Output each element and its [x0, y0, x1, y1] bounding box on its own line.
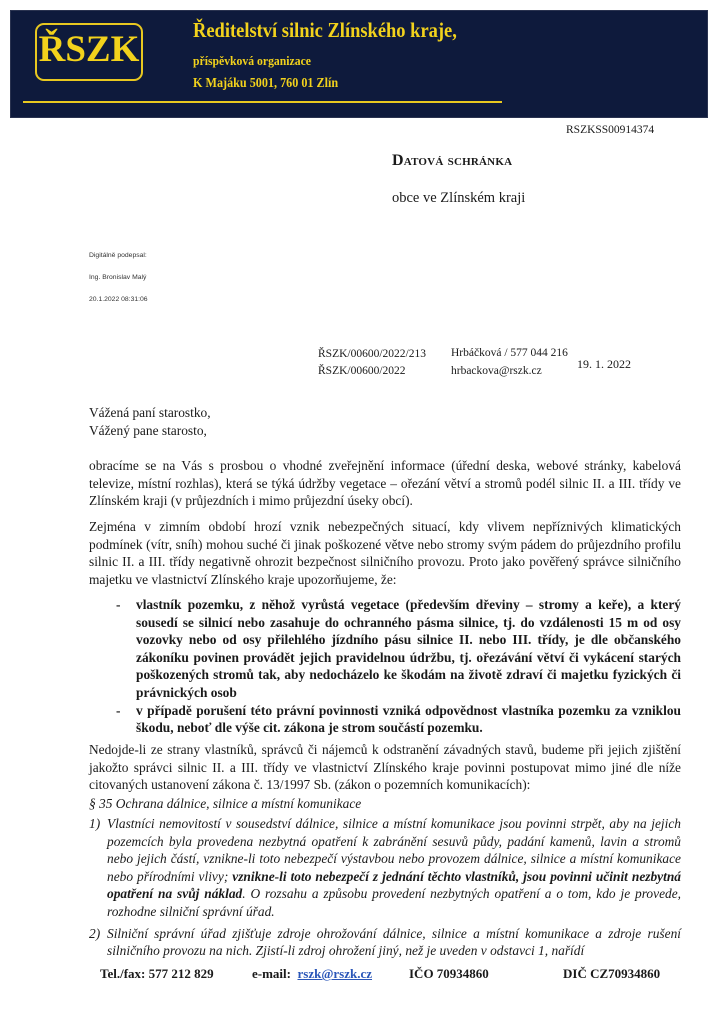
- warning-item: [116, 702, 681, 737]
- footer-phone: Tel./fax: 577 212 829: [100, 966, 214, 981]
- warning-item-text: v případě porušení této právní povinnosti vzniká odpovědnost vlastníka pozemku za vzniklou škodu, neboť dle výše cit. zákona je strom součástí pozemku.: [136, 702, 681, 736]
- footer-email-label: e-mail:: [252, 966, 291, 981]
- footer-ico: IČO 70934860: [409, 966, 489, 981]
- document-id: RSZKSS00914374: [566, 124, 655, 136]
- letter-date: 19. 1. 2022: [577, 357, 631, 371]
- law-text: Vlastníci nemovitostí v sousedství dálnice, silnice a místní komunikace jsou povinni strpět, aby na jejich pozemcích byla provedena nezbytná opatření k zabránění sesuvů půdy, padání kamenů, lavin a stromů nebo jejich částí, vznikne-li toto nebezpečí výstavbou nebo provozem dálnice, silnice a místní komunikace nebo přírodními vlivy;: [107, 816, 681, 884]
- law-paragraph-number: 1): [89, 816, 101, 831]
- logo-text: ŘSZK: [38, 29, 140, 70]
- organization-name: Ředitelství silnic Zlínského kraje,: [193, 18, 457, 42]
- signature-name: Ing. Bronislav Malý: [89, 274, 147, 281]
- bullet-dash: -: [116, 702, 121, 718]
- rszk-logo: [35, 23, 143, 81]
- contact-email[interactable]: hrbackova@rszk.cz: [451, 365, 542, 377]
- law-section-heading: § 35 Ochrana dálnice, silnice a místní komunikace: [89, 796, 362, 811]
- signature-datetime: 20.1.2022 08:31:06: [89, 296, 148, 303]
- reference-number-1: ŘSZK/00600/2022/213: [318, 348, 426, 360]
- law-paragraph: [89, 925, 681, 960]
- law-text: Silniční správní úřad zjišťuje zdroje ohrožování dálnice, silnice a místní komunikace a zdroje rušení silničního provozu na nich. Zjistí-li zdroj ohrožení jiný, než je uveden v odstavci 1, nařídí: [107, 925, 681, 959]
- law-paragraph: [89, 815, 681, 921]
- body-paragraph-1: obracíme se na Vás s prosbou o vhodné zveřejnění informace (úřední deska, webové stránky, kabelová televize, místní rozhlas), která se týká údržby vegetace – ořezání větví a stromů podél silnic II. a III. třídy ve Zlínském kraji (v průjezdních i mimo průjezdní úseky obcí).: [89, 458, 681, 509]
- organization-address: K Majáku 5001, 760 01 Zlín: [193, 75, 339, 90]
- warning-list: [116, 596, 681, 737]
- law-text-emphasis: vznikne-li toto nebezpečí z jednání těchto vlastníků, jsou povinni učinit nezbytná opatření na svůj náklad: [107, 868, 681, 902]
- header-divider: [23, 101, 502, 103]
- law-paragraph-number: 2): [89, 925, 101, 941]
- contact-person: Hrbáčková / 577 044 216: [451, 347, 568, 359]
- reference-number-2: ŘSZK/00600/2022: [318, 365, 406, 377]
- bullet-dash: -: [116, 597, 121, 612]
- warning-item-text: vlastník pozemku, z něhož vyrůstá vegetace (především dřeviny – stromy a keře), a který sousedí se silnicí nebo zasahuje do ochranného pásma silnice, tj. do vzdálenosti 15 m od osy vozovky nebo od osy přilehlého jízdního pásu silnice II. nebo III. třídy, je dle občanského zákoníku povinen provádět jejich pravidelnou údržbu, tj. ořezávání větví či vykácení starých poškozených stromů tak, aby nedocházelo ke škodám na životě zdraví či majetku fyzických či právnických osob: [136, 597, 681, 700]
- law-paragraphs: [89, 815, 681, 964]
- greeting-line-1: Vážená paní starostko,: [89, 405, 211, 420]
- footer-email-link[interactable]: rszk@rszk.cz: [297, 966, 373, 981]
- organization-type: příspěvková organizace: [193, 53, 311, 68]
- body-paragraph-2: Zejména v zimním období hrozí vznik nebezpečných situací, kdy vlivem nepříznivých klimatických podmínek (vítr, sníh) mohou suché či jinak poškozené větve nebo stromy svým pádem do průjezdního profilu silnic II. a III. třídy negativně ohrozit bezpečnost silničního provozu. Proto jako pověřený správce silničního majetku ve vlastnictví Zlínského kraje upozorňujeme, že:: [89, 519, 681, 587]
- warning-item: [116, 596, 681, 702]
- body-paragraph-3: Nedojde-li ze strany vlastníků, správců či nájemců k odstranění závadných stavů, budeme při jejich zjištění jakožto správci silnic II. a III. třídy ve vlastnictví Zlínského kraje povinni postupovat mimo jiné dle níže citovaných ustanovení zákona č. 13/1997 Sb. (zákon o pozemních komunikacích):: [89, 742, 681, 793]
- footer-dic: DIČ CZ70934860: [563, 966, 661, 981]
- footer-email: [252, 966, 372, 982]
- law-text: . O rozsahu a způsobu provedení nezbytných opatření a o tom, kdo je provede, rozhodne silniční správní úřad.: [107, 886, 681, 919]
- recipient-title: Datová schránka: [392, 152, 513, 169]
- letterhead: [10, 10, 708, 118]
- signature-label: Digitálně podepsal:: [89, 252, 147, 259]
- greeting-line-2: Vážený pane starosto,: [89, 423, 207, 438]
- recipient-subtitle: obce ve Zlínském kraji: [392, 190, 526, 206]
